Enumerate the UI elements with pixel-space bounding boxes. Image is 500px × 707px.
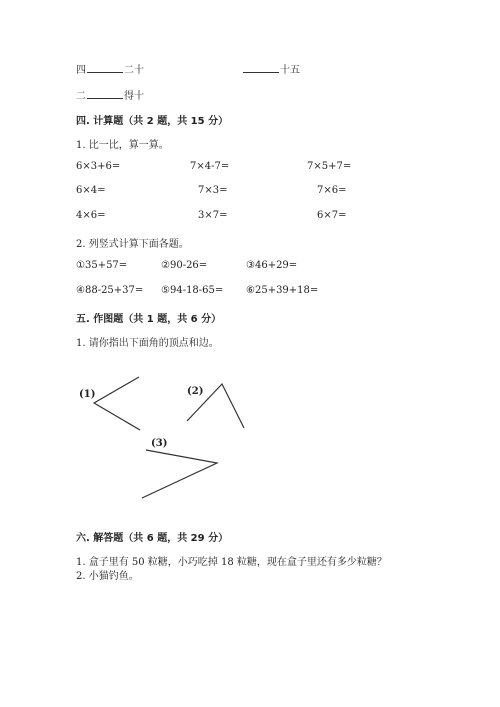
calc-item: 7×3= — [198, 185, 228, 196]
vertical-calc-item: ⑤94-18-65= — [161, 285, 224, 296]
blank-suffix: 得十 — [124, 91, 144, 102]
angle-1 — [94, 377, 140, 430]
question-5-1-title: 1. 请你指出下面角的顶点和边。 — [76, 338, 219, 349]
section-6-heading: 六. 解答题（共 6 题，共 29 分） — [76, 533, 229, 544]
vertical-calc-item: ④88-25+37= — [76, 285, 144, 296]
calc-item: 6×7= — [317, 210, 347, 221]
question-6-2: 2. 小猫钓鱼。 — [76, 571, 139, 582]
blank-prefix: 四 — [76, 65, 86, 76]
vertical-calc-item: ①35+57= — [76, 260, 128, 271]
vertical-calc-item: ③46+29= — [246, 260, 298, 271]
vertical-calc-item: ⑥25+39+18= — [246, 285, 319, 296]
angle-label-2: (2) — [187, 386, 204, 397]
blank-suffix: 十五 — [280, 65, 300, 76]
calc-item: 7×6= — [317, 185, 347, 196]
question-4-2-title: 2. 列竖式计算下面各题。 — [76, 239, 189, 250]
calc-item: 7×4-7= — [190, 161, 230, 172]
angle-3 — [142, 450, 217, 498]
calc-item: 7×5+7= — [307, 161, 352, 172]
blank-suffix: 二十 — [124, 65, 144, 76]
calc-item: 4×6= — [76, 210, 106, 221]
question-4-1-title: 1. 比一比，算一算。 — [76, 140, 169, 151]
blank-prefix: 二 — [76, 91, 86, 102]
section-5-heading: 五. 作图题（共 1 题，共 6 分） — [76, 314, 222, 325]
calc-item: 3×7= — [198, 210, 228, 221]
angle-label-3: (3) — [151, 438, 168, 449]
calc-item: 6×3+6= — [76, 161, 121, 172]
section-4-heading: 四. 计算题（共 2 题，共 15 分） — [76, 116, 229, 127]
vertical-calc-item: ②90-26= — [161, 260, 208, 271]
angle-label-1: (1) — [79, 389, 96, 400]
calc-item: 6×4= — [76, 185, 106, 196]
question-6-1: 1. 盒子里有 50 粒糖，小巧吃掉 18 粒糖，现在盒子里还有多少粒糖？ — [76, 557, 387, 568]
